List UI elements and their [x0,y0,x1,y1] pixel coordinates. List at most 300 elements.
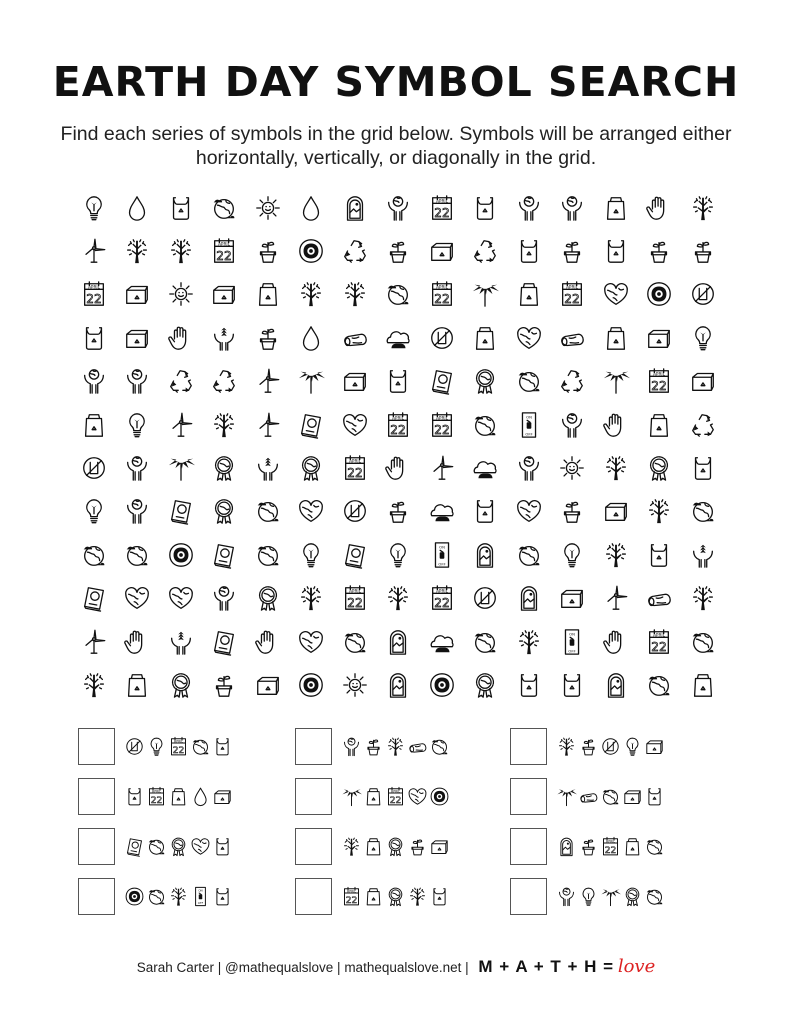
grid-cell[interactable] [116,490,160,533]
palm-tree-icon [471,280,499,308]
grid-cell[interactable] [290,446,334,489]
tree-icon [80,671,108,699]
earth-clouds-icon [341,628,369,656]
grid-cell[interactable] [681,663,725,706]
symbol-sequence [124,878,233,915]
grid-cell[interactable] [464,403,508,446]
no-plastic-icon [341,497,369,525]
grid-cell[interactable] [377,663,421,706]
grid-cell[interactable] [507,403,551,446]
grid-cell[interactable] [203,273,247,316]
earth-clouds-icon [384,280,412,308]
tree-rings-icon [429,786,450,807]
footer [0,956,792,977]
grid-cell[interactable] [377,186,421,229]
grid-cell[interactable] [681,360,725,403]
heart-earth-icon [602,280,630,308]
grid-cell[interactable] [290,490,334,533]
grid-cell[interactable] [72,403,116,446]
plastic-bag-recycle-icon [558,671,586,699]
grid-cell[interactable] [594,186,638,229]
grid-cell[interactable] [594,446,638,489]
grid-cell[interactable] [333,229,377,272]
potted-plant-icon [558,497,586,525]
grid-cell[interactable] [507,316,551,359]
grid-cell[interactable] [681,490,725,533]
log-icon [341,324,369,352]
grid-cell[interactable] [377,533,421,576]
grid-cell[interactable] [290,577,334,620]
grid-cell[interactable] [333,446,377,489]
grid-cell[interactable] [116,229,160,272]
tree-icon [384,584,412,612]
potted-plant-icon [254,237,282,265]
grid-cell[interactable] [116,533,160,576]
tree-icon [556,736,577,757]
grid-cell[interactable] [203,663,247,706]
grid-cell[interactable] [420,663,464,706]
grid-cell[interactable] [507,490,551,533]
grid-cell[interactable] [681,577,725,620]
grid-cell[interactable] [420,186,464,229]
grid-cell[interactable] [594,577,638,620]
earth-badge-icon [385,886,406,907]
tree-icon [167,237,195,265]
grid-cell[interactable] [72,620,116,663]
heart-earth-icon [297,497,325,525]
grid-cell[interactable] [551,403,595,446]
plastic-bag-recycle-icon [689,454,717,482]
wind-turbine-icon [428,454,456,482]
paper-bag-recycle-icon [622,836,643,857]
potted-plant-icon [558,237,586,265]
grid-cell[interactable] [464,533,508,576]
grid-cell[interactable] [246,533,290,576]
palm-tree-icon [600,886,621,907]
grid-cell[interactable] [246,316,290,359]
potted-plant-icon [210,671,238,699]
grid-cell[interactable] [116,446,160,489]
grid-cell[interactable] [333,577,377,620]
recycle-arrows-icon [341,237,369,265]
lightbulb-sprout-icon [622,736,643,757]
grid-cell[interactable] [420,403,464,446]
grid-cell[interactable] [551,620,595,663]
grid-cell[interactable] [116,316,160,359]
earth-badge-icon [385,836,406,857]
plastic-bag-recycle-icon [602,237,630,265]
grid-cell[interactable] [290,403,334,446]
grid-cell[interactable] [420,229,464,272]
grid-cell[interactable] [203,533,247,576]
grid-cell[interactable] [551,273,595,316]
tree-rings-icon [428,671,456,699]
grid-cell[interactable] [159,186,203,229]
grid-cell[interactable] [246,577,290,620]
grid-cell[interactable] [72,446,116,489]
recycle-arrows-icon [471,237,499,265]
lightbulb-sprout-icon [689,324,717,352]
grid-cell[interactable] [159,229,203,272]
grid-cell[interactable] [203,360,247,403]
earth-badge-icon [471,671,499,699]
grid-cell[interactable] [551,533,595,576]
recycle-box-icon [429,836,450,857]
calendar-april-22-icon [428,411,456,439]
grid-cell[interactable] [72,533,116,576]
recycle-box-icon [645,324,673,352]
grid-cell[interactable] [638,186,682,229]
lightbulb-sprout-icon [578,886,599,907]
potted-plant-icon [363,736,384,757]
series-checkbox[interactable] [78,828,115,865]
grid-cell[interactable] [159,577,203,620]
grid-cell[interactable] [290,229,334,272]
grid-cell[interactable] [333,273,377,316]
series-checkbox[interactable] [295,778,332,815]
grid-cell[interactable] [72,229,116,272]
lightbulb-sprout-icon [80,194,108,222]
grid-cell[interactable] [159,316,203,359]
series-entry [295,828,510,878]
recycle-box-icon [341,367,369,395]
grid-cell[interactable] [551,446,595,489]
recycle-box-icon [123,324,151,352]
plastic-bag-recycle-icon [212,836,233,857]
grid-cell[interactable] [594,273,638,316]
calendar-april-22-icon [385,786,406,807]
grid-cell[interactable] [420,273,464,316]
grid-cell[interactable] [290,620,334,663]
calendar-april-22-icon [558,280,586,308]
grid-cell[interactable] [333,316,377,359]
grid-cell[interactable] [116,186,160,229]
heart-earth-icon [123,584,151,612]
wind-turbine-icon [80,237,108,265]
grid-cell[interactable] [681,273,725,316]
grid-cell[interactable] [116,663,160,706]
grid-cell[interactable] [638,403,682,446]
palm-tree-icon [297,367,325,395]
grid-cell[interactable] [290,533,334,576]
grid-cell[interactable] [333,490,377,533]
grid-cell[interactable] [203,186,247,229]
grid-cell[interactable] [464,446,508,489]
grid-cell[interactable] [377,273,421,316]
grid-cell[interactable] [507,533,551,576]
earth-badge-icon [210,497,238,525]
grid-cell[interactable] [464,229,508,272]
grid-cell[interactable] [638,273,682,316]
paper-bag-recycle-icon [689,671,717,699]
grid-cell[interactable] [333,620,377,663]
grid-cell[interactable] [420,533,464,576]
tree-icon [602,541,630,569]
earth-book-icon [210,628,238,656]
arched-window-icon [384,628,412,656]
light-switch-icon [515,411,543,439]
grid-cell[interactable] [638,360,682,403]
earth-clouds-icon [210,194,238,222]
grid-cell[interactable] [464,186,508,229]
calendar-april-22-icon [645,367,673,395]
lightbulb-sprout-icon [384,541,412,569]
hands-holding-globe-icon [558,411,586,439]
hand-print-icon [123,628,151,656]
grid-cell[interactable] [464,490,508,533]
series-entry [78,728,295,778]
hand-print-icon [602,628,630,656]
arched-window-icon [602,671,630,699]
grid-cell[interactable] [551,316,595,359]
recycle-box-icon [602,497,630,525]
grid-cell[interactable] [377,446,421,489]
grid-cell[interactable] [333,186,377,229]
tree-icon [407,886,428,907]
grid-cell[interactable] [551,360,595,403]
grid-cell[interactable] [333,403,377,446]
grid-cell[interactable] [377,490,421,533]
grid-cell[interactable] [420,490,464,533]
series-checkbox[interactable] [295,828,332,865]
grid-cell[interactable] [638,533,682,576]
grid-cell[interactable] [377,620,421,663]
recycle-arrows-icon [210,367,238,395]
grid-cell[interactable] [246,229,290,272]
grid-cell[interactable] [290,186,334,229]
grid-cell[interactable] [681,533,725,576]
grid-cell[interactable] [681,186,725,229]
grid-cell[interactable] [333,533,377,576]
series-checkbox[interactable] [510,878,547,915]
paper-bag-recycle-icon [645,411,673,439]
grid-cell[interactable] [290,273,334,316]
hand-print-icon [254,628,282,656]
grid-cell[interactable] [507,620,551,663]
grid-cell[interactable] [159,490,203,533]
grid-cell[interactable] [551,577,595,620]
grid-cell[interactable] [464,620,508,663]
paper-bag-recycle-icon [168,786,189,807]
grid-cell[interactable] [246,186,290,229]
grid-cell[interactable] [420,360,464,403]
grid-cell[interactable] [159,446,203,489]
grid-cell[interactable] [72,490,116,533]
grid-cell[interactable] [290,663,334,706]
grid-cell[interactable] [594,490,638,533]
grid-cell[interactable] [464,360,508,403]
grid-cell[interactable] [116,577,160,620]
grid-cell[interactable] [203,229,247,272]
wind-turbine-icon [167,411,195,439]
potted-plant-icon [578,736,599,757]
grid-cell[interactable] [246,620,290,663]
series-checkbox[interactable] [295,878,332,915]
grid-cell[interactable] [159,273,203,316]
grid-cell[interactable] [507,577,551,620]
calendar-april-22-icon [428,280,456,308]
cloud-icon [471,454,499,482]
grid-cell[interactable] [638,490,682,533]
earth-clouds-icon [689,628,717,656]
grid-cell[interactable] [377,577,421,620]
grid-cell[interactable] [72,663,116,706]
log-icon [558,324,586,352]
grid-cell[interactable] [551,663,595,706]
grid-cell[interactable] [72,273,116,316]
grid-cell[interactable] [333,360,377,403]
hands-holding-globe-icon [384,194,412,222]
grid-cell[interactable] [377,316,421,359]
grid-cell[interactable] [377,403,421,446]
grid-cell[interactable] [159,663,203,706]
wind-turbine-icon [254,367,282,395]
grid-cell[interactable] [551,186,595,229]
grid-cell[interactable] [464,663,508,706]
grid-cell[interactable] [507,186,551,229]
calendar-april-22-icon [341,454,369,482]
series-checkbox[interactable] [510,728,547,765]
grid-cell[interactable] [377,360,421,403]
grid-cell[interactable] [681,316,725,359]
brand-logo-text: M + A + T + H = [478,957,615,976]
grid-cell[interactable] [594,533,638,576]
lightbulb-sprout-icon [146,736,167,757]
grid-cell[interactable] [203,620,247,663]
grid-cell[interactable] [159,360,203,403]
grid-cell[interactable] [594,403,638,446]
series-entry [295,728,510,778]
grid-cell[interactable] [638,663,682,706]
grid-cell[interactable] [681,403,725,446]
grid-cell[interactable] [72,186,116,229]
grid-cell[interactable] [116,620,160,663]
grid-cell[interactable] [159,533,203,576]
plastic-bag-recycle-icon [471,194,499,222]
grid-cell[interactable] [290,360,334,403]
symbol-sequence [124,828,233,865]
hands-holding-globe-icon [123,454,151,482]
grid-cell[interactable] [246,446,290,489]
earth-clouds-icon [254,541,282,569]
arched-window-icon [515,584,543,612]
grid-cell[interactable] [116,273,160,316]
grid-cell[interactable] [159,403,203,446]
earth-clouds-icon [146,886,167,907]
grid-cell[interactable] [246,663,290,706]
grid-cell[interactable] [681,229,725,272]
grid-cell[interactable] [203,577,247,620]
wind-turbine-icon [254,411,282,439]
grid-cell[interactable] [507,273,551,316]
grid-cell[interactable] [203,403,247,446]
grid-cell[interactable] [507,229,551,272]
series-checkbox[interactable] [510,828,547,865]
grid-cell[interactable] [638,229,682,272]
grid-cell[interactable] [681,446,725,489]
palm-tree-icon [167,454,195,482]
grid-cell[interactable] [246,490,290,533]
recycle-box-icon [254,671,282,699]
grid-cell[interactable] [72,316,116,359]
hands-holding-globe-icon [210,584,238,612]
grid-cell[interactable] [464,316,508,359]
lightbulb-sprout-icon [558,541,586,569]
symbol-grid [72,186,722,707]
grid-cell[interactable] [159,620,203,663]
grid-cell[interactable] [246,273,290,316]
grid-cell[interactable] [420,316,464,359]
grid-cell[interactable] [551,229,595,272]
grid-cell[interactable] [420,446,464,489]
grid-cell[interactable] [420,620,464,663]
smiling-sun-icon [558,454,586,482]
earth-clouds-icon [254,497,282,525]
potted-plant-icon [254,324,282,352]
grid-cell[interactable] [594,316,638,359]
series-checkbox[interactable] [78,778,115,815]
hands-holding-globe-icon [515,454,543,482]
series-checkbox[interactable] [295,728,332,765]
paper-bag-recycle-icon [602,324,630,352]
grid-cell[interactable] [72,577,116,620]
grid-cell[interactable] [507,663,551,706]
grid-cell[interactable] [333,663,377,706]
series-checkbox[interactable] [78,878,115,915]
potted-plant-icon [384,237,412,265]
calendar-april-22-icon [146,786,167,807]
calendar-april-22-icon [600,836,621,857]
wind-turbine-icon [80,628,108,656]
calendar-april-22-icon [341,584,369,612]
grid-cell[interactable] [72,360,116,403]
grid-cell[interactable] [594,620,638,663]
grid-cell[interactable] [681,620,725,663]
grid-cell[interactable] [507,446,551,489]
symbol-sequence [341,828,450,865]
grid-cell[interactable] [464,273,508,316]
tree-icon [168,886,189,907]
series-checkbox[interactable] [78,728,115,765]
grid-cell[interactable] [116,403,160,446]
symbol-sequence [556,728,665,765]
grid-cell[interactable] [246,360,290,403]
grid-cell[interactable] [203,490,247,533]
series-checkbox[interactable] [510,778,547,815]
grid-cell[interactable] [507,360,551,403]
grid-cell[interactable] [290,316,334,359]
grid-cell[interactable] [638,620,682,663]
grid-cell[interactable] [203,446,247,489]
light-switch-icon [190,886,211,907]
grid-cell[interactable] [594,229,638,272]
grid-cell[interactable] [638,577,682,620]
symbol-sequence [556,878,665,915]
grid-cell[interactable] [638,446,682,489]
grid-cell[interactable] [464,577,508,620]
grid-cell[interactable] [246,403,290,446]
earth-badge-icon [254,584,282,612]
grid-cell[interactable] [420,577,464,620]
grid-cell[interactable] [594,360,638,403]
grid-cell[interactable] [594,663,638,706]
grid-cell[interactable] [377,229,421,272]
grid-cell[interactable] [638,316,682,359]
smiling-sun-icon [341,671,369,699]
grid-cell[interactable] [203,316,247,359]
grid-cell[interactable] [551,490,595,533]
grid-cell[interactable] [116,360,160,403]
